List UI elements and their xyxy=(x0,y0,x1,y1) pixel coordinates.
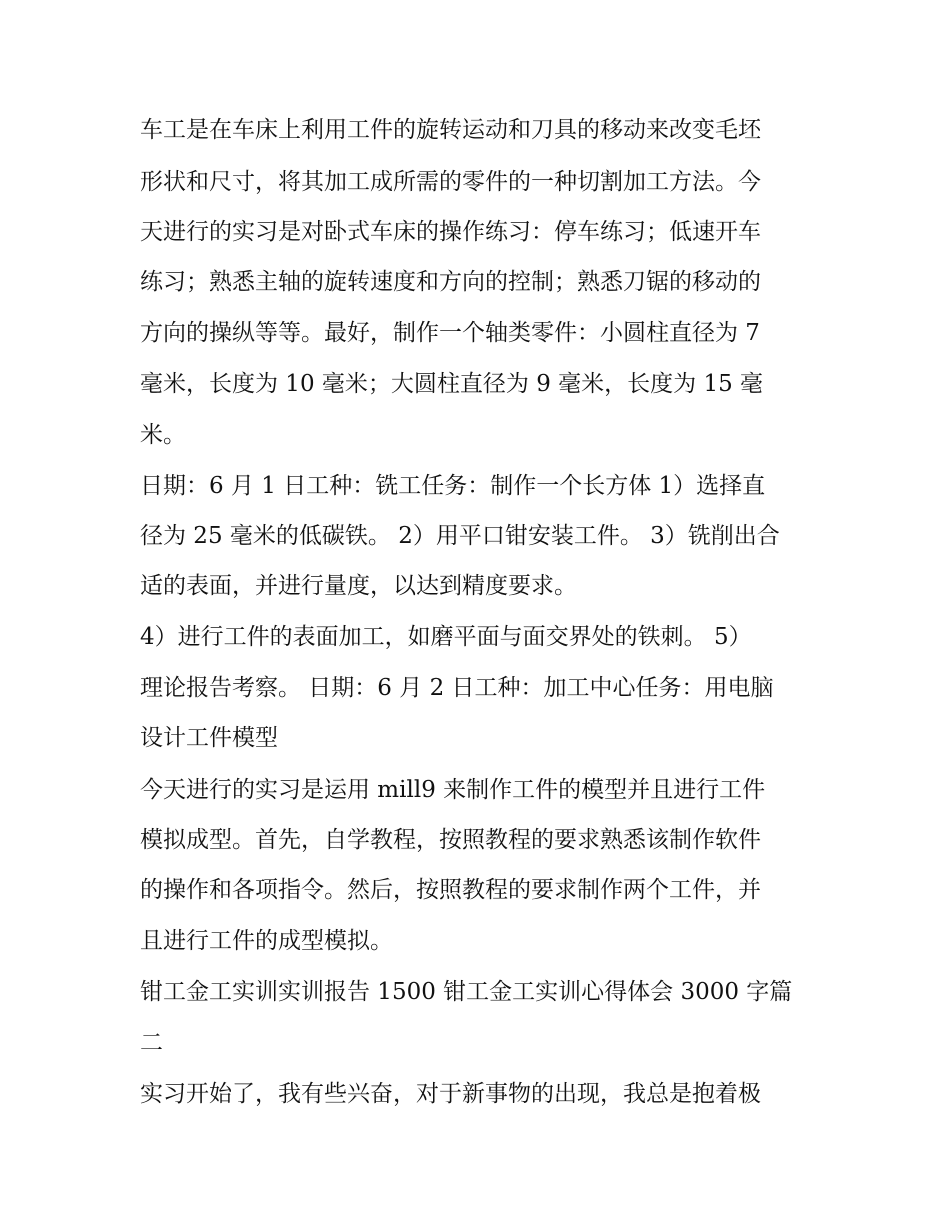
text-line: 适的表面，并进行量度，以达到精度要求。 xyxy=(140,573,577,599)
text-line: 4）进行工件的表面加工，如磨平面与面交界处的铁刺。 5） xyxy=(140,624,752,650)
text-line: 理论报告考察。 日期：6 月 2 日工种：加工中心任务：用电脑 xyxy=(140,675,774,701)
text-line: 方向的操纵等等。最好，制作一个轴类零件：小圆柱直径为 7 xyxy=(140,320,760,346)
text-line: 钳工金工实训实训报告 1500 钳工金工实训心得体会 3000 字篇 xyxy=(140,979,793,1005)
text-line: 日期：6 月 1 日工种：铣工任务：制作一个长方体 1）选择直 xyxy=(140,473,766,499)
text-line: 实习开始了，我有些兴奋，对于新事物的出现，我总是抱着极 xyxy=(140,1081,761,1107)
text-line: 二 xyxy=(140,1030,163,1056)
text-line: 车工是在车床上利用工件的旋转运动和刀具的移动来改变毛坯 xyxy=(140,117,761,143)
text-line: 径为 25 毫米的低碳铁。 2）用平口钳安装工件。 3）铣削出合 xyxy=(140,523,780,549)
text-line: 天进行的实习是对卧式车床的操作练习：停车练习；低速开车 xyxy=(140,219,761,245)
text-line: 练习；熟悉主轴的旋转速度和方向的控制；熟悉刀锯的移动的 xyxy=(140,269,761,295)
text-line: 模拟成型。首先，自学教程，按照教程的要求熟悉该制作软件 xyxy=(140,827,761,853)
text-line: 今天进行的实习是运用 mill9 来制作工件的模型并且进行工件 xyxy=(140,777,766,803)
text-line: 的操作和各项指令。然后，按照教程的要求制作两个工件，并 xyxy=(140,877,761,903)
text-line: 形状和尺寸，将其加工成所需的零件的一种切割加工方法。今 xyxy=(140,169,761,195)
text-line: 毫米，长度为 10 毫米；大圆柱直径为 9 毫米，长度为 15 毫 xyxy=(140,371,764,397)
text-line: 米。 xyxy=(140,422,186,448)
text-line: 设计工件模型 xyxy=(140,725,278,751)
text-line: 且进行工件的成型模拟。 xyxy=(140,928,393,954)
